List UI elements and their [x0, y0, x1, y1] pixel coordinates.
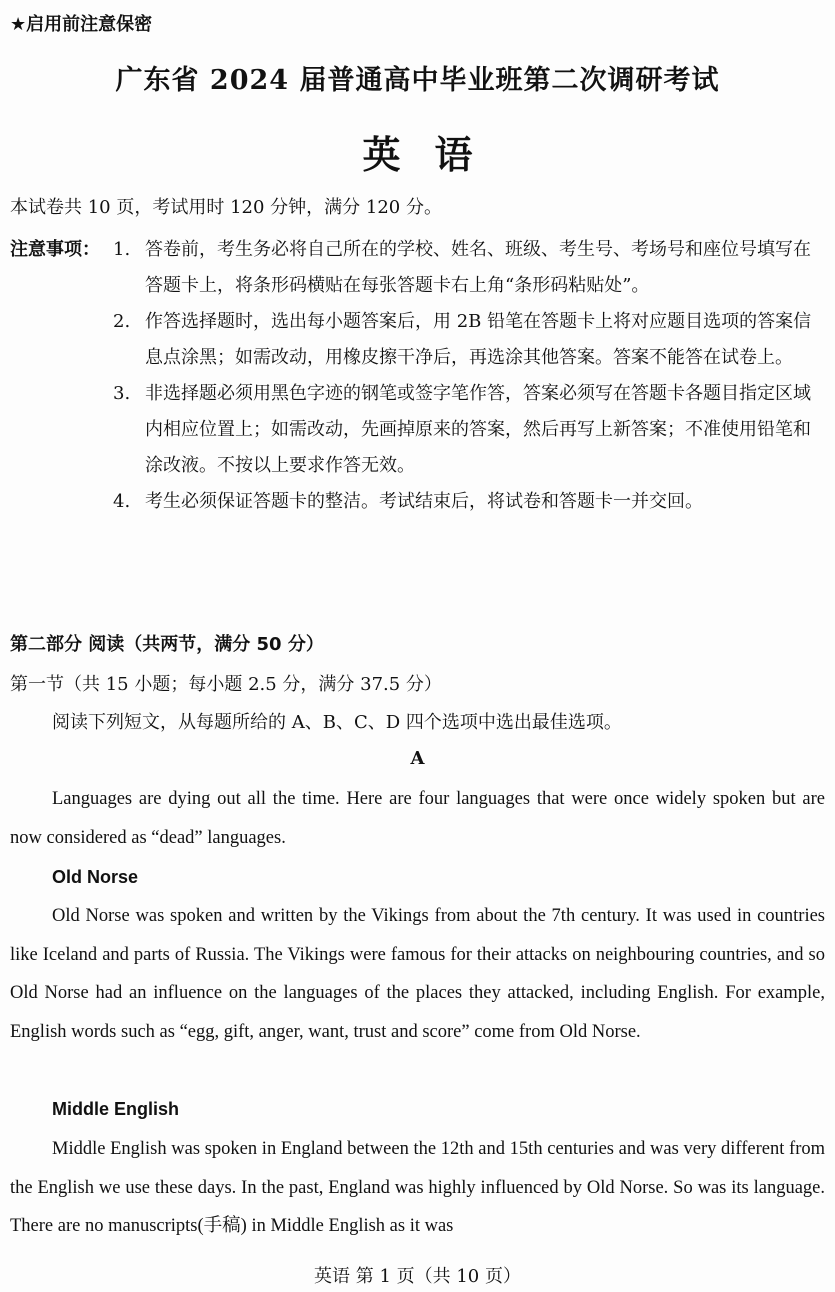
passage-paragraph: Old Norse was spoken and written by the Vikings from about the 7th century. It was used in countries like Iceland and parts of Russia. The Vikings were famous for their attacks on neighbouring countries, and so Old Norse had an influence on the languages of the places they attacked, including English. For example, English words such as “egg, gift, anger, want, trust and score” come from Old Norse.	[10, 906, 825, 1042]
note-number: 3.	[113, 383, 131, 404]
note-text: 作答选择题时，选出每小题答案后，用 2B 铅笔在答题卡上将对应题目选项的答案信息点涂黑；如需改动，用橡皮擦干净后，再选涂其他答案。答案不能答在试卷上。	[145, 311, 812, 368]
passage-paragraph: Middle English was spoken in England between the 12th and 15th centuries and was very different from the English we use these days. In the past, England was highly influenced by Old Norse. So was its language. There are no manuscripts(手稿) in Middle English as it was	[10, 1139, 825, 1236]
notes-block	[10, 232, 825, 520]
note-number: 4.	[113, 491, 131, 512]
note-item	[10, 232, 825, 304]
old-norse-heading: Old Norse	[52, 867, 139, 887]
passage-label: A	[410, 748, 425, 769]
note-number: 2.	[113, 311, 131, 332]
passage-intro	[10, 780, 825, 857]
note-item	[10, 304, 825, 376]
section-heading: 第一节（共 15 小题；每小题 2.5 分，满分 37.5 分）	[10, 674, 442, 695]
note-text: 考生必须保证答题卡的整洁。考试结束后，将试卷和答题卡一并交回。	[145, 491, 703, 512]
subject-title: 英语	[362, 132, 507, 177]
notes-label: 注意事项：	[10, 239, 100, 260]
page-footer: 英语 第 1 页（共 10 页）	[314, 1266, 521, 1287]
confidential-notice: ★启用前注意保密	[10, 14, 153, 35]
note-text: 非选择题必须用黑色字迹的钢笔或签字笔作答，答案必须写在答题卡各题目指定区域内相应位置上；如需改动，先画掉原来的答案，然后再写上新答案；不准使用铅笔和涂改液。不按以上要求作答无效。	[145, 383, 811, 476]
exam-title: 广东省 2024 届普通高中毕业班第二次调研考试	[115, 65, 720, 96]
middle-english-heading: Middle English	[52, 1099, 180, 1119]
reading-instruction: 阅读下列短文，从每题所给的 A、B、C、D 四个选项中选出最佳选项。	[52, 712, 622, 733]
note-item	[10, 376, 825, 484]
note-item	[10, 484, 825, 520]
passage-paragraph: Languages are dying out all the time. Here are four languages that were once widely spoken but are now considered as “dead” languages.	[10, 789, 825, 848]
part-heading: 第二部分 阅读（共两节，满分 50 分）	[10, 634, 324, 655]
exam-intro: 本试卷共 10 页，考试用时 120 分钟，满分 120 分。	[10, 197, 442, 218]
note-number: 1.	[113, 239, 131, 260]
middle-english-section	[10, 1130, 825, 1246]
old-norse-section	[10, 897, 825, 1051]
note-text: 答卷前，考生务必将自己所在的学校、姓名、班级、考生号、考场号和座位号填写在答题卡上，将条形码横贴在每张答题卡右上角“条形码粘贴处”。	[145, 239, 811, 296]
